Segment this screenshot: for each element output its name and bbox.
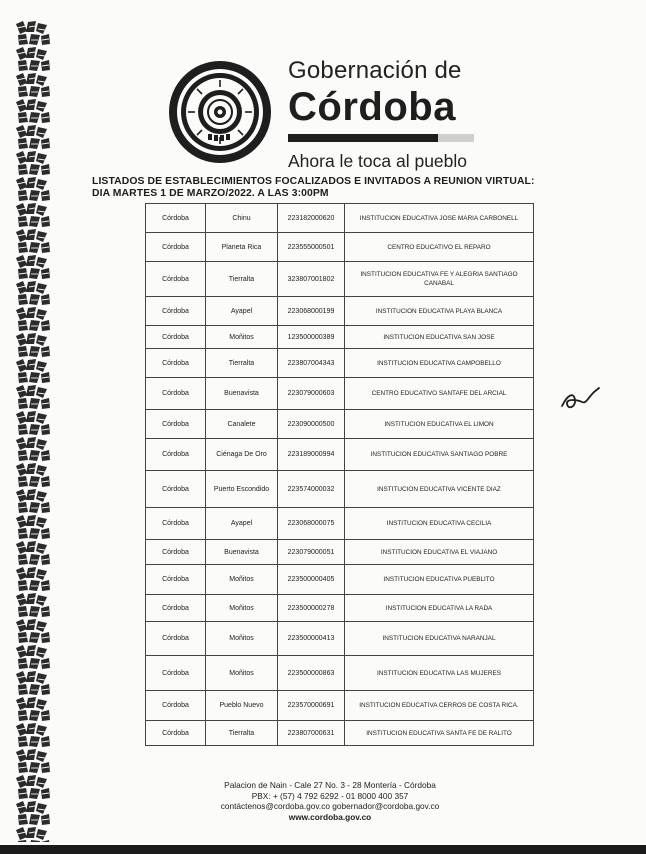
table-row bbox=[146, 204, 534, 233]
footer-website: www.cordoba.gov.co bbox=[288, 811, 372, 822]
cell-dane-code: 223807000631 bbox=[278, 721, 345, 746]
cell-department: Córdoba bbox=[146, 540, 206, 565]
cell-municipality: Ayapel bbox=[206, 508, 278, 540]
table-row bbox=[146, 622, 534, 656]
cell-municipality: Moñitos bbox=[206, 656, 278, 691]
table-row bbox=[146, 378, 534, 410]
cordoba-seal-logo bbox=[168, 60, 272, 164]
footer-address: Palacion de Nain - Cale 27 No. 3 - 28 Montería - Córdoba bbox=[224, 780, 436, 790]
table-row bbox=[146, 439, 534, 471]
cell-department: Córdoba bbox=[146, 691, 206, 721]
table-row bbox=[146, 349, 534, 378]
cell-department: Córdoba bbox=[146, 721, 206, 746]
table-row bbox=[146, 540, 534, 565]
cell-institution-name: INSTITUCION EDUCATIVA LAS MUJERES bbox=[345, 656, 534, 691]
cell-municipality: Moñitos bbox=[206, 326, 278, 349]
cell-municipality: Moñitos bbox=[206, 622, 278, 656]
cell-municipality: Buenavista bbox=[206, 540, 278, 565]
cell-institution-name: INSTITUCION EDUCATIVA EL LIMON bbox=[345, 410, 534, 439]
cell-department: Córdoba bbox=[146, 508, 206, 540]
cell-department: Córdoba bbox=[146, 349, 206, 378]
cell-dane-code: 223570000691 bbox=[278, 691, 345, 721]
table-row bbox=[146, 595, 534, 622]
cell-municipality: Moñitos bbox=[206, 595, 278, 622]
cell-municipality: Canalete bbox=[206, 410, 278, 439]
cell-department: Córdoba bbox=[146, 204, 206, 233]
brand-slogan: Ahora le toca al pueblo bbox=[288, 151, 468, 171]
cell-municipality: Puerto Escondido bbox=[206, 471, 278, 508]
cell-institution-name: INSTITUCION EDUCATIVA EL VIAJANO bbox=[345, 540, 534, 565]
heading-line2: DIA MARTES 1 DE MARZO/2022. A LAS 3:00PM bbox=[92, 188, 329, 199]
cell-institution-name: INSTITUCION EDUCATIVA PUEBLITO bbox=[345, 565, 534, 595]
cell-department: Córdoba bbox=[146, 262, 206, 297]
cell-institution-name: INSTITUCION EDUCATIVA LA RADA bbox=[345, 595, 534, 622]
heading-line1: LISTADOS DE ESTABLECIMIENTOS FOCALIZADOS E INVITADOS A REUNION VIRTUAL: bbox=[92, 176, 535, 187]
handwritten-signature bbox=[558, 382, 602, 414]
cell-dane-code: 223182000620 bbox=[278, 204, 345, 233]
cell-department: Córdoba bbox=[146, 656, 206, 691]
cell-department: Córdoba bbox=[146, 471, 206, 508]
decorative-border-strip bbox=[14, 20, 52, 842]
cell-dane-code: 223574000032 bbox=[278, 471, 345, 508]
cell-municipality: Tierralta bbox=[206, 262, 278, 297]
cell-institution-name: INSTITUCION EDUCATIVA CECILIA bbox=[345, 508, 534, 540]
cell-department: Córdoba bbox=[146, 565, 206, 595]
cell-institution-name: INSTITUCION EDUCATIVA FE Y ALEGRIA SANTIAGO CANABAL bbox=[345, 262, 534, 297]
cell-institution-name: INSTITUCION EDUCATIVA CAMPOBELLO bbox=[345, 349, 534, 378]
cell-department: Córdoba bbox=[146, 326, 206, 349]
table-row bbox=[146, 691, 534, 721]
cell-municipality: Chinu bbox=[206, 204, 278, 233]
cell-institution-name: INSTITUCION EDUCATIVA PLAYA BLANCA bbox=[345, 297, 534, 326]
cell-dane-code: 223807004343 bbox=[278, 349, 345, 378]
cell-dane-code: 223090000500 bbox=[278, 410, 345, 439]
cell-municipality: Tierralta bbox=[206, 721, 278, 746]
cell-institution-name: INSTITUCION EDUCATIVA NARANJAL bbox=[345, 622, 534, 656]
table-row bbox=[146, 656, 534, 691]
cell-institution-name: INSTITUCION EDUCATIVA VICENTE DIAZ bbox=[345, 471, 534, 508]
footer-phone: PBX: + (57) 4 792 6292 - 01 8000 400 357 bbox=[251, 790, 409, 801]
cell-institution-name: INSTITUCION EDUCATIVA SANTA FE DE RALITO bbox=[345, 721, 534, 746]
establishments-table bbox=[145, 203, 534, 746]
cell-department: Córdoba bbox=[146, 439, 206, 471]
table-row bbox=[146, 326, 534, 349]
cell-department: Córdoba bbox=[146, 410, 206, 439]
cell-dane-code: 223555000501 bbox=[278, 233, 345, 262]
cell-department: Córdoba bbox=[146, 595, 206, 622]
cell-dane-code: 223500000863 bbox=[278, 656, 345, 691]
brand-title-line1: Gobernación de bbox=[288, 57, 462, 84]
cell-dane-code: 223500000278 bbox=[278, 595, 345, 622]
table-row bbox=[146, 565, 534, 595]
table-row bbox=[146, 262, 534, 297]
brand-divider-bar bbox=[288, 134, 474, 142]
cell-municipality: Planeta Rica bbox=[206, 233, 278, 262]
cell-dane-code: 223189000994 bbox=[278, 439, 345, 471]
cell-dane-code: 223500000413 bbox=[278, 622, 345, 656]
document-heading bbox=[92, 176, 552, 200]
table-row bbox=[146, 721, 534, 746]
cell-dane-code: 323807001802 bbox=[278, 262, 345, 297]
cell-institution-name: INSTITUCION EDUCATIVA CERROS DE COSTA RICA. bbox=[345, 691, 534, 721]
cell-dane-code: 223079000051 bbox=[278, 540, 345, 565]
cell-municipality: Ciénaga De Oro bbox=[206, 439, 278, 471]
cell-department: Córdoba bbox=[146, 233, 206, 262]
footer-emails: contáctenos@cordoba.gov.co gobernador@cordoba.gov.co bbox=[220, 801, 440, 811]
brand-title-line2: Córdoba bbox=[288, 85, 456, 129]
table-row bbox=[146, 233, 534, 262]
cell-institution-name: CENTRO EDUCATIVO EL REPARO bbox=[345, 233, 534, 262]
cell-dane-code: 223500000405 bbox=[278, 565, 345, 595]
table-row bbox=[146, 471, 534, 508]
cell-dane-code: 223079000603 bbox=[278, 378, 345, 410]
footer-contact bbox=[180, 780, 480, 822]
cell-municipality: Ayapel bbox=[206, 297, 278, 326]
table-row bbox=[146, 508, 534, 540]
cell-institution-name: INSTITUCION EDUCATIVA SAN JOSE bbox=[345, 326, 534, 349]
cell-department: Córdoba bbox=[146, 622, 206, 656]
cell-municipality: Pueblo Nuevo bbox=[206, 691, 278, 721]
brand-block bbox=[288, 58, 548, 172]
cell-municipality: Buenavista bbox=[206, 378, 278, 410]
cell-municipality: Tierralta bbox=[206, 349, 278, 378]
cell-dane-code: 223068000199 bbox=[278, 297, 345, 326]
cell-institution-name: INSTITUCION EDUCATIVA SANTIAGO POBRE bbox=[345, 439, 534, 471]
cell-dane-code: 223068000075 bbox=[278, 508, 345, 540]
table-row bbox=[146, 297, 534, 326]
cell-dane-code: 123500000389 bbox=[278, 326, 345, 349]
table-row bbox=[146, 410, 534, 439]
cell-institution-name: CENTRO EDUCATIVO SANTAFE DEL ARCIAL bbox=[345, 378, 534, 410]
cell-municipality: Moñitos bbox=[206, 565, 278, 595]
cell-department: Córdoba bbox=[146, 297, 206, 326]
cell-department: Córdoba bbox=[146, 378, 206, 410]
cell-institution-name: INSTITUCION EDUCATIVA JOSE MARIA CARBONELL bbox=[345, 204, 534, 233]
